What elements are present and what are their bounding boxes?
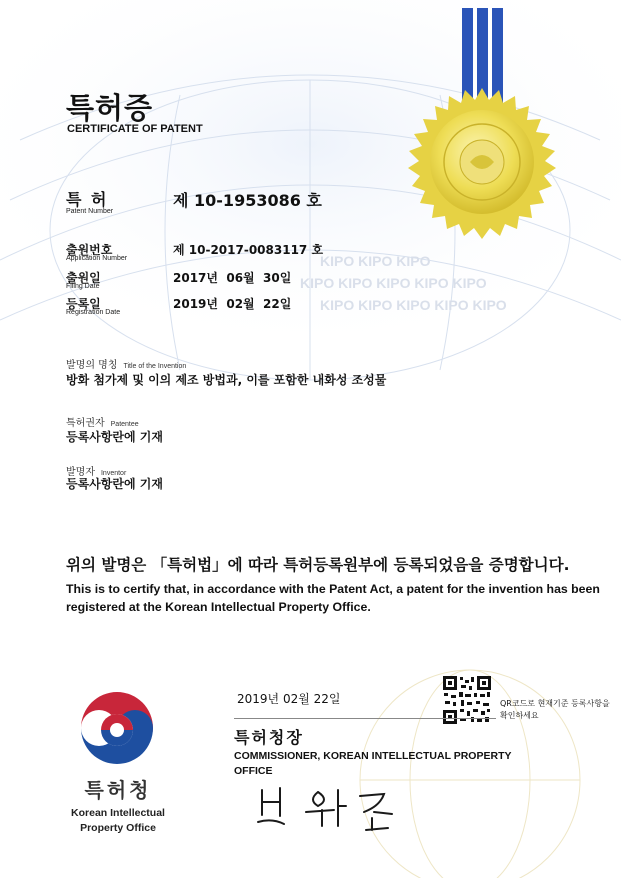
certification-text-ko: 위의 발명은 「특허법」에 따라 특허등록원부에 등록되었음을 증명합니다.	[66, 556, 570, 574]
office-name-en: Korean Intellectual Property Office	[71, 807, 165, 834]
certification-text-en: This is to certify that, in accordance with the Patent Act, a patent for the invention has been registered at the Korean Intellectual Property Office.	[66, 582, 600, 614]
invention-title-label-en: Title of the Invention	[123, 363, 187, 370]
filing-date-value: 2017년 06월 30일	[173, 271, 292, 285]
inventor-value: 등록사항란에 기재	[66, 477, 163, 491]
page-title: 특허증	[66, 91, 154, 125]
patentee-value: 등록사항란에 기재	[66, 430, 163, 444]
commissioner-title-ko: 특허청장	[234, 728, 304, 747]
svg-text:KIPO KIPO KIPO: KIPO KIPO KIPO	[320, 253, 431, 269]
invention-title-label: 발명의 명칭	[66, 360, 118, 371]
registration-date-label: 등록일	[66, 297, 101, 311]
footer-divider	[234, 718, 496, 719]
application-number-label-en: Application Number	[66, 255, 128, 262]
patent-number-label-en: Patent Number	[66, 208, 114, 215]
registration-date-value: 2019년 02월 22일	[173, 297, 292, 311]
svg-text:KIPO KIPO KIPO KIPO KIPO: KIPO KIPO KIPO KIPO KIPO	[320, 297, 507, 313]
inventor-label: 발명자	[66, 467, 95, 478]
invention-title-value: 방화 첨가제 및 이의 제조 방법과, 이를 포함한 내화성 조성물	[66, 373, 387, 387]
kipo-logo	[79, 690, 155, 766]
inventor-label-en: Inventor	[100, 470, 127, 477]
patent-number-value: 제 10-1953086 호	[173, 191, 322, 210]
qr-code	[443, 676, 491, 724]
qr-note: QR코드로 현재기준 등록사항을 확인하세요	[500, 699, 610, 720]
invention-title-header	[66, 353, 186, 372]
office-name-ko: 특허청	[84, 778, 152, 802]
signature	[258, 788, 392, 830]
registration-date-label-en: Registration Date	[66, 309, 121, 316]
application-number-value: 제 10-2017-0083117 호	[173, 243, 324, 257]
filing-date-label: 출원일	[66, 271, 101, 285]
patentee-label: 특허권자	[66, 418, 105, 429]
commissioner-title-en: COMMISSIONER, KOREAN INTELLECTUAL PROPERTY OFFICE	[234, 750, 512, 777]
page-subtitle: CERTIFICATE OF PATENT	[67, 123, 203, 135]
issue-date: 2019년 02월 22일	[237, 692, 341, 706]
patent-number-label: 특 허	[66, 190, 109, 209]
application-number-label: 출원번호	[66, 243, 113, 257]
patentee-label-en: Patentee	[110, 421, 139, 428]
filing-date-label-en: Filing Date	[66, 283, 100, 290]
svg-text:KIPO KIPO KIPO KIPO KIPO: KIPO KIPO KIPO KIPO KIPO	[300, 275, 487, 291]
